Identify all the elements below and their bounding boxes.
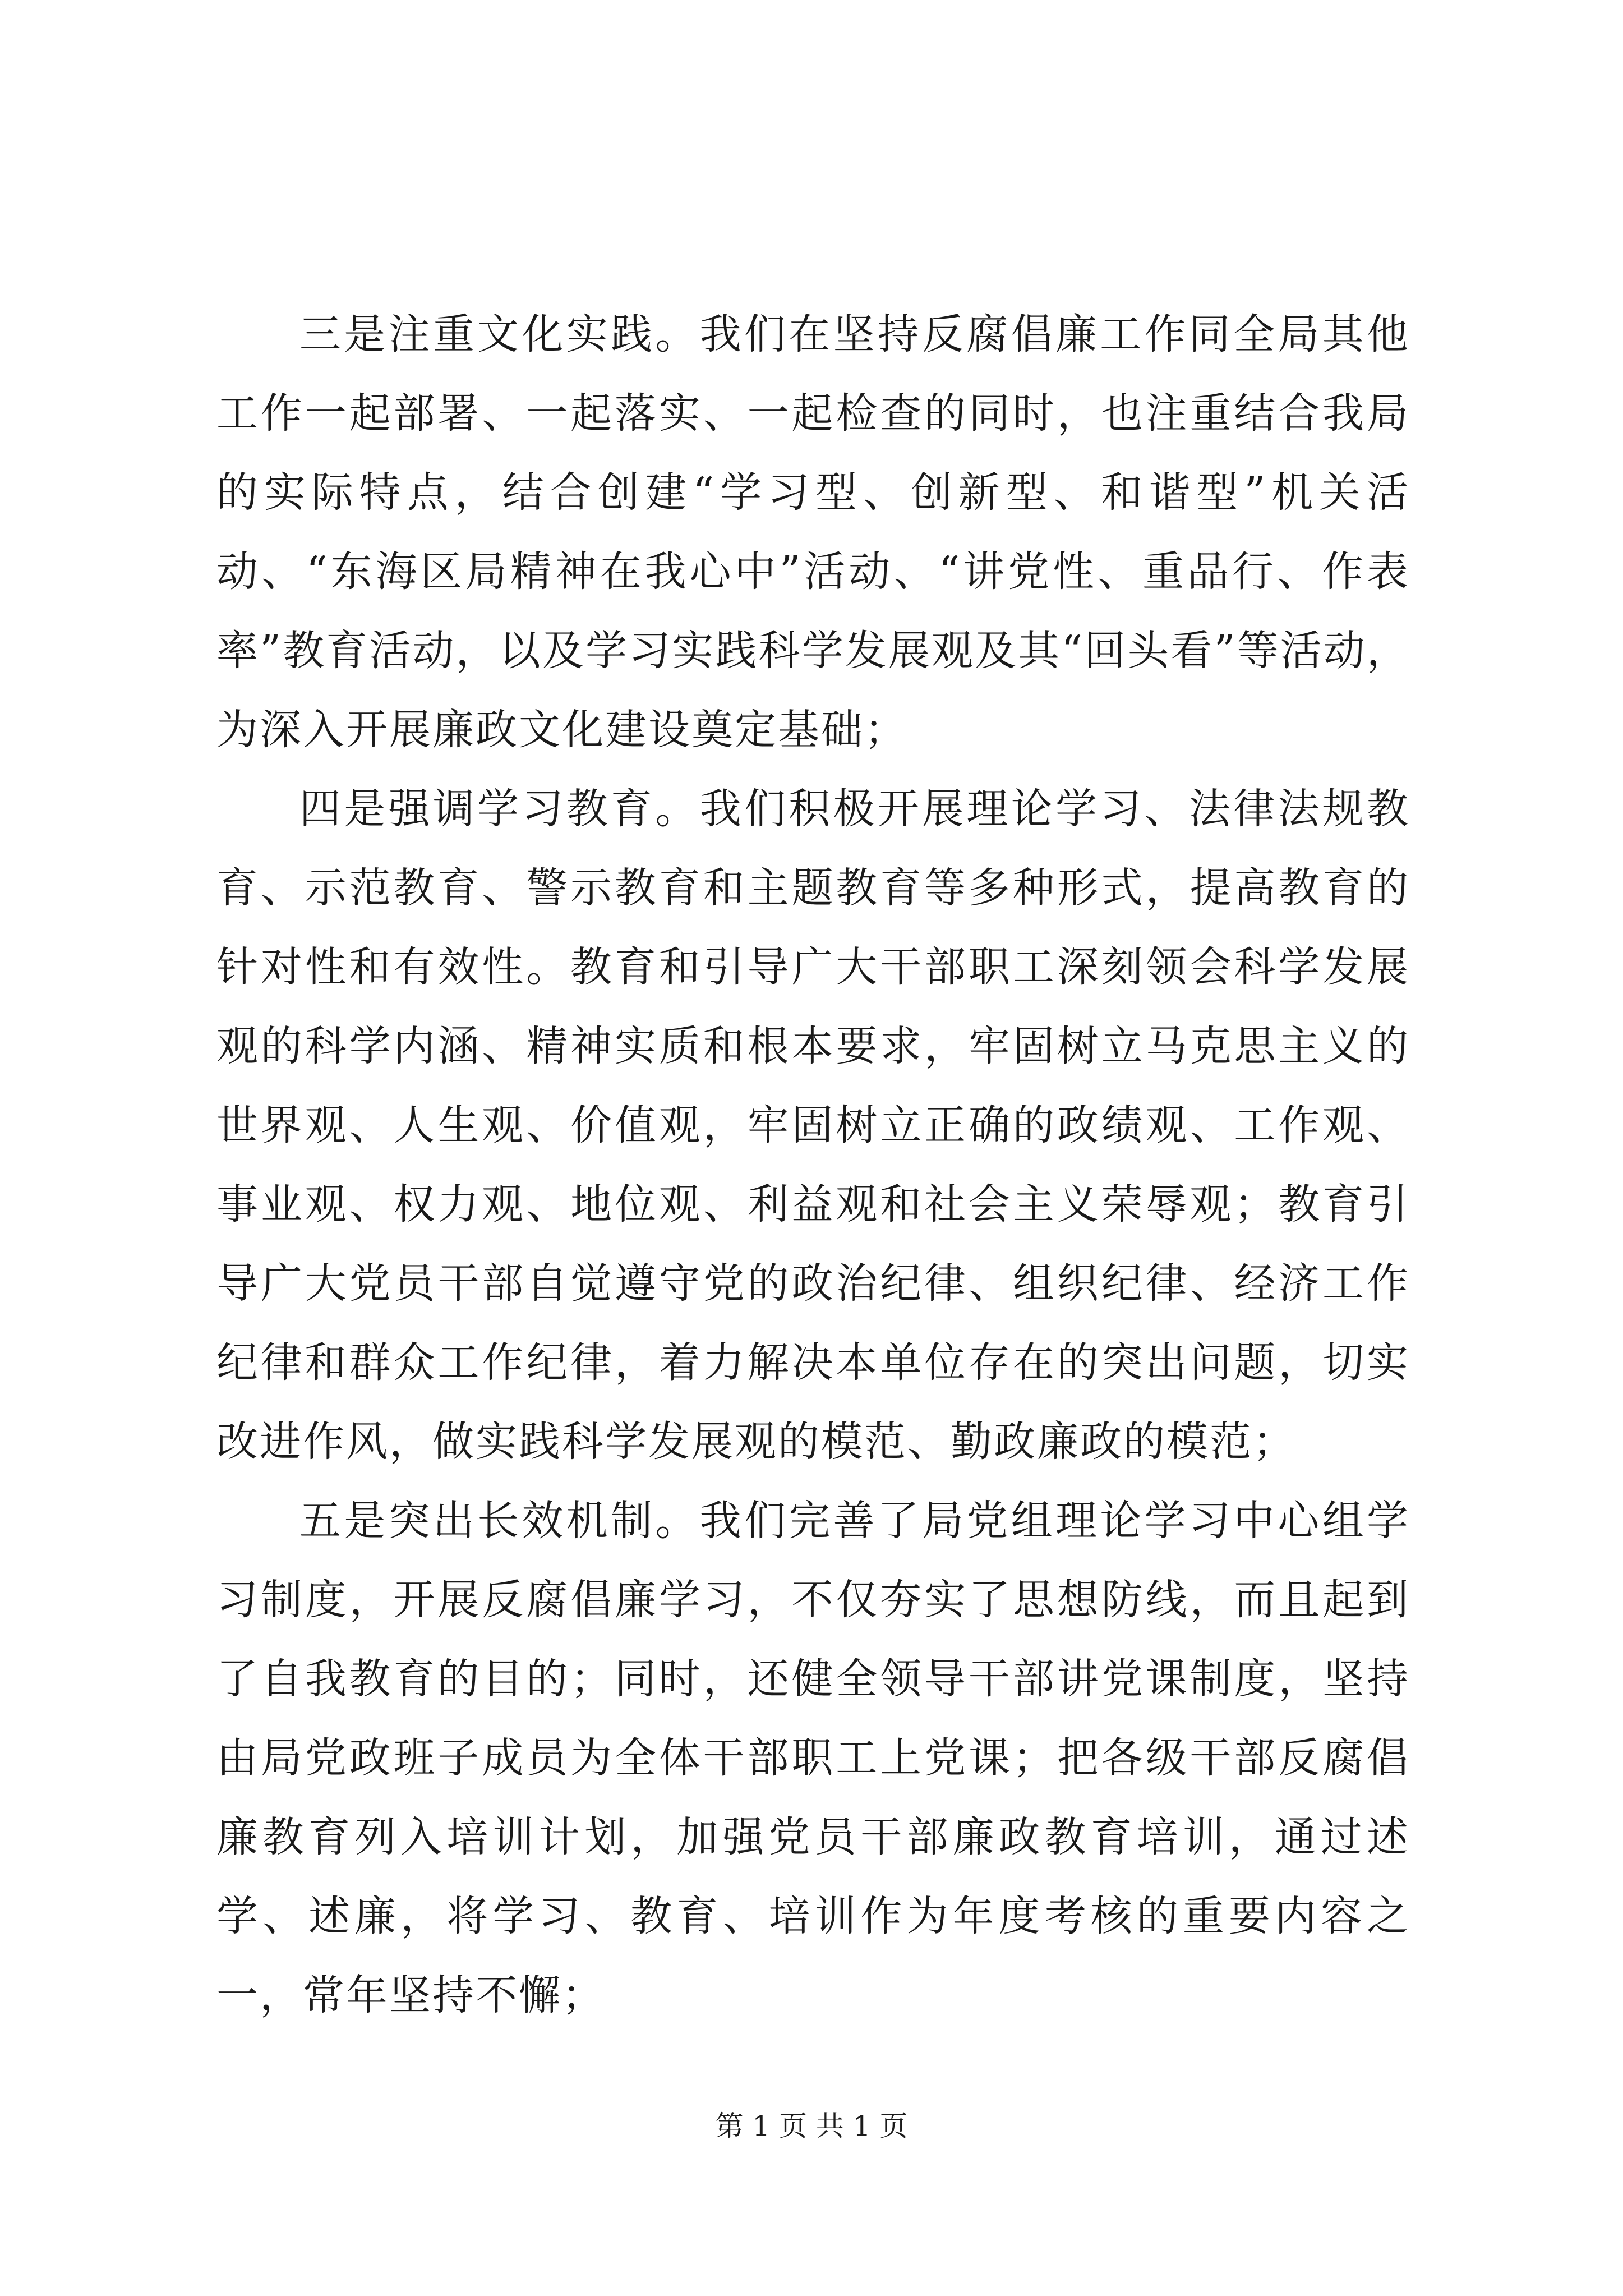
- document-body: [216, 295, 1410, 2035]
- paragraph-study-education: 四是强调学习教育。我们积极开展理论学习、法律法规教育、示范教育、警示教育和主题教育等多种形式，提高教育的针对性和有效性。教育和引导广大干部职工深刻领会科学发展观的科学内涵、精神实质和根本要求，牢固树立马克思主义的世界观、人生观、价值观，牢固树立正确的政绩观、工作观、事业观、权力观、地位观、利益观和社会主义荣辱观；教育引导广大党员干部自觉遵守党的政治纪律、组织纪律、经济工作纪律和群众工作纪律，着力解决本单位存在的突出问题，切实改进作风，做实践科学发展观的模范、勤政廉政的模范；: [216, 785, 1410, 1466]
- paragraph-long-term-mechanism: 五是突出长效机制。我们完善了局党组理论学习中心组学习制度，开展反腐倡廉学习，不仅夯实了思想防线，而且起到了自我教育的目的；同时，还健全领导干部讲党课制度，坚持由局党政班子成员为全体干部职工上党课；把各级干部反腐倡廉教育列入培训计划，加强党员干部廉政教育培训，通过述学、述廉，将学习、教育、培训作为年度考核的重要内容之一，常年坚持不懈；: [216, 1497, 1410, 2019]
- paragraph-culture-practice: 三是注重文化实践。我们在坚持反腐倡廉工作同全局其他工作一起部署、一起落实、一起检查的同时，也注重结合我局的实际特点，结合创建“学习型、创新型、和谐型”机关活动、“东海区局精神在我心中”活动、“讲党性、重品行、作表率”教育活动，以及学习实践科学发展观及其“回头看”等活动，为深入开展廉政文化建设奠定基础；: [216, 310, 1410, 754]
- page-number-footer: 第 1 页 共 1 页: [715, 2110, 908, 2142]
